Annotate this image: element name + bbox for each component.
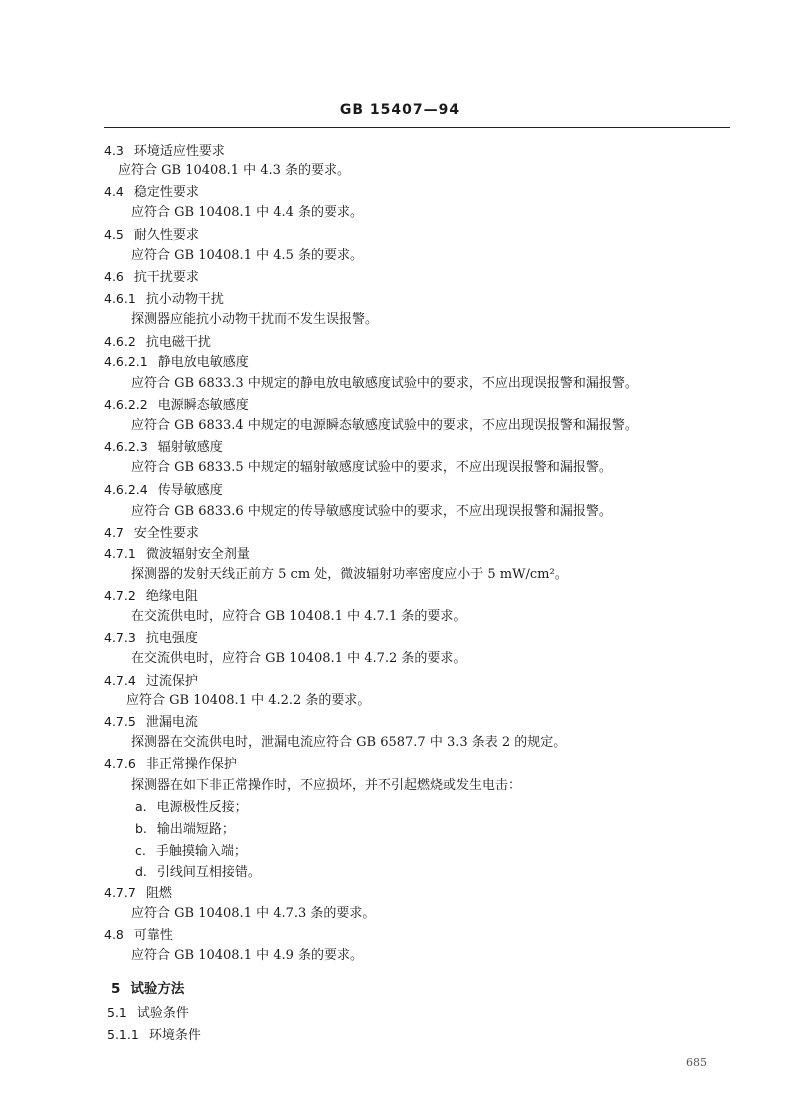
clause-text: 手触摸输入端； (155, 844, 247, 859)
clause-text: 耐久性要求 (133, 228, 199, 243)
body-line (131, 248, 363, 264)
section-line (104, 714, 198, 731)
body-line (131, 651, 466, 667)
section-line (104, 927, 173, 944)
body-line (131, 735, 566, 751)
body-line (131, 460, 612, 476)
clause-text: 应符合 GB 6833.4 中规定的电源瞬态敏感度试验中的要求，不应出现误报警和漏报警。 (131, 418, 638, 433)
clause-text: 稳定性要求 (133, 185, 199, 200)
clause-number: 4.4 (104, 184, 124, 199)
section-line (104, 291, 224, 308)
clause-number: 4.6.2.1 (104, 354, 148, 369)
clause-text: 阻燃 (145, 886, 172, 901)
section-line (104, 525, 199, 542)
clause-number: 4.7 (104, 525, 124, 540)
clause-text: 探测器应能抗小动物干扰而不发生误报警。 (131, 312, 379, 327)
clause-number: 4.7.5 (104, 714, 136, 729)
body-line (131, 906, 375, 922)
clause-number: 4.6.1 (104, 291, 136, 306)
section-line (104, 885, 172, 902)
clause-text: 电源瞬态敏感度 (157, 398, 249, 413)
body-line (131, 778, 521, 794)
section-line (104, 143, 225, 160)
body-line (131, 567, 568, 583)
section-line (104, 439, 223, 456)
clause-text: 绝缘电阻 (145, 589, 198, 604)
section-line (135, 799, 248, 816)
clause-text: 抗干扰要求 (133, 270, 199, 285)
clause-number: 4.6.2.3 (104, 439, 148, 454)
body-line (131, 312, 378, 328)
clause-text: 应符合 GB 6833.5 中规定的辐射敏感度试验中的要求，不应出现误报警和漏报警。 (131, 460, 612, 475)
clause-text: 探测器的发射天线正前方 5 cm 处，微波辐射功率密度应小于 5 mW/cm²。 (131, 567, 568, 582)
section-line (104, 630, 198, 647)
clause-text: 非正常操作保护 (145, 757, 237, 772)
clause-number: 4.5 (104, 227, 124, 242)
clause-text: 抗电磁干扰 (145, 335, 211, 350)
clause-text: 应符合 GB 10408.1 中 4.9 条的要求。 (131, 948, 364, 963)
clause-number: 4.8 (104, 927, 124, 942)
clause-text: 电源极性反接； (156, 800, 248, 815)
clause-text: 过流保护 (145, 674, 198, 689)
body-line (131, 609, 466, 625)
body-line (131, 948, 363, 964)
clause-text: 辐射敏感度 (157, 440, 223, 455)
clause-text: 引线间互相接错。 (156, 865, 261, 880)
section-line (104, 334, 211, 351)
section-line (104, 354, 249, 371)
clause-number: 5 (111, 981, 121, 997)
header-rule (104, 127, 730, 128)
clause-text: 应符合 GB 6833.3 中规定的静电放电敏感度试验中的要求，不应出现误报警和漏报警。 (131, 376, 638, 391)
clause-number: 4.7.4 (104, 673, 136, 688)
clause-number: 4.7.3 (104, 630, 136, 645)
body-line (131, 205, 363, 221)
section-line (111, 981, 184, 998)
body-line (126, 693, 370, 709)
clause-text: 环境条件 (148, 1028, 201, 1043)
clause-number: 4.7.1 (104, 546, 136, 561)
clause-number: 4.7.7 (104, 885, 136, 900)
section-line (104, 756, 237, 773)
body-line (131, 418, 638, 434)
clause-text: 泄漏电流 (145, 715, 198, 730)
section-line (104, 546, 250, 563)
clause-text: 微波辐射安全剂量 (145, 547, 250, 562)
section-line (104, 269, 199, 286)
clause-number: d. (135, 864, 147, 879)
section-line (104, 227, 199, 244)
clause-text: 探测器在如下非正常操作时，不应损坏，并不引起燃烧或发生电击： (131, 778, 522, 793)
clause-text: 在交流供电时，应符合 GB 10408.1 中 4.7.1 条的要求。 (131, 609, 467, 624)
section-line (135, 864, 261, 881)
section-line (104, 397, 249, 414)
clause-text: 应符合 GB 10408.1 中 4.5 条的要求。 (131, 248, 364, 263)
clause-number: 4.7.6 (104, 756, 136, 771)
clause-text: 试验方法 (130, 981, 185, 997)
clause-number: 4.6.2.2 (104, 397, 148, 412)
section-line (104, 184, 199, 201)
body-line (118, 163, 350, 179)
section-line (104, 482, 223, 499)
clause-text: 抗电强度 (145, 631, 198, 646)
document-header: GB 15407—94 (339, 102, 461, 118)
clause-text: 安全性要求 (133, 526, 199, 541)
section-line (107, 1005, 189, 1022)
clause-number: c. (135, 843, 146, 858)
clause-text: 探测器在交流供电时，泄漏电流应符合 GB 6587.7 中 3.3 条表 2 的规定。 (131, 735, 567, 750)
clause-number: 5.1 (107, 1005, 127, 1020)
clause-number: 4.6.2.4 (104, 482, 148, 497)
clause-text: 应符合 GB 10408.1 中 4.3 条的要求。 (118, 163, 351, 178)
clause-text: 应符合 GB 10408.1 中 4.4 条的要求。 (131, 205, 364, 220)
body-line (131, 376, 638, 392)
clause-number: 4.6.2 (104, 334, 136, 349)
page-number: 685 (686, 1056, 707, 1069)
clause-text: 应符合 GB 10408.1 中 4.2.2 条的要求。 (126, 693, 371, 708)
clause-text: 环境适应性要求 (133, 144, 225, 159)
clause-text: 输出端短路； (156, 822, 235, 837)
section-line (135, 821, 235, 838)
section-line (107, 1027, 201, 1044)
clause-text: 抗小动物干扰 (145, 292, 224, 307)
clause-text: 可靠性 (133, 928, 173, 943)
section-line (104, 673, 198, 690)
clause-number: b. (135, 821, 147, 836)
clause-text: 传导敏感度 (157, 483, 223, 498)
section-line (104, 588, 198, 605)
clause-text: 在交流供电时，应符合 GB 10408.1 中 4.7.2 条的要求。 (131, 651, 467, 666)
clause-number: 4.6 (104, 269, 124, 284)
clause-number: 4.3 (104, 143, 124, 158)
clause-number: 4.7.2 (104, 588, 136, 603)
clause-text: 应符合 GB 10408.1 中 4.7.3 条的要求。 (131, 906, 376, 921)
clause-number: 5.1.1 (107, 1027, 139, 1042)
section-line (135, 843, 247, 860)
clause-number: a. (135, 799, 147, 814)
body-line (131, 504, 612, 520)
clause-text: 应符合 GB 6833.6 中规定的传导敏感度试验中的要求，不应出现误报警和漏报警。 (131, 504, 612, 519)
clause-text: 静电放电敏感度 (157, 355, 249, 370)
clause-text: 试验条件 (136, 1006, 189, 1021)
